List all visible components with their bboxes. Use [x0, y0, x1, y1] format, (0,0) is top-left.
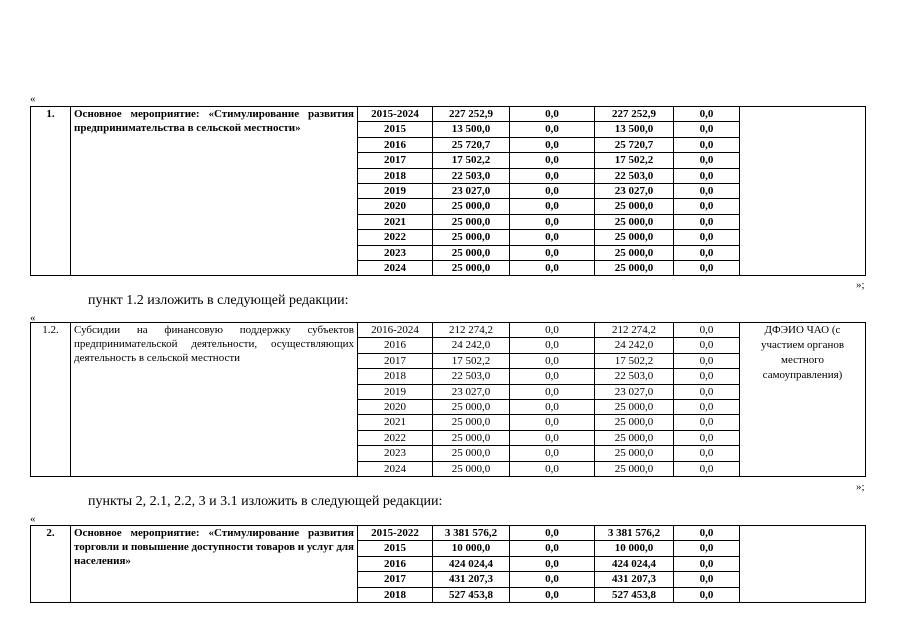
total-cell: 227 252,9: [433, 107, 510, 122]
regional-cell: 25 000,0: [595, 446, 674, 461]
federal-cell: 0,0: [510, 430, 595, 445]
regional-cell: 527 453,8: [595, 587, 674, 602]
regional-cell: 23 027,0: [595, 384, 674, 399]
program-table-1: [30, 106, 866, 276]
quote-open-1: «: [30, 93, 36, 105]
total-cell: 3 381 576,2: [433, 526, 510, 541]
federal-cell: 0,0: [510, 400, 595, 415]
period-cell: 2019: [358, 184, 433, 199]
other-cell: 0,0: [674, 137, 740, 152]
item-number: 1.2.: [31, 323, 71, 477]
other-cell: 0,0: [674, 245, 740, 260]
quote-open-3: «: [30, 513, 36, 525]
other-cell: 0,0: [674, 122, 740, 137]
executor-cell: [740, 526, 866, 603]
other-cell: 0,0: [674, 400, 740, 415]
federal-cell: 0,0: [510, 338, 595, 353]
other-cell: 0,0: [674, 587, 740, 602]
total-cell: 10 000,0: [433, 541, 510, 556]
total-cell: 25 720,7: [433, 137, 510, 152]
item-description: Основное мероприятие: «Стимулирование развития предпринимательства в сельской местности»: [71, 107, 358, 276]
total-cell: 25 000,0: [433, 199, 510, 214]
executor-cell: ДФЭИО ЧАО (с участием органов местного самоуправления): [740, 323, 866, 477]
period-cell: 2016: [358, 556, 433, 571]
regional-cell: 424 024,4: [595, 556, 674, 571]
regional-cell: 22 503,0: [595, 168, 674, 183]
quote-open-2: «: [30, 312, 36, 324]
regional-cell: 17 502,2: [595, 153, 674, 168]
period-cell: 2015: [358, 541, 433, 556]
regional-cell: 25 000,0: [595, 214, 674, 229]
period-cell: 2015-2022: [358, 526, 433, 541]
period-cell: 2018: [358, 369, 433, 384]
federal-cell: 0,0: [510, 261, 595, 276]
period-cell: 2015: [358, 122, 433, 137]
period-cell: 2015-2024: [358, 107, 433, 122]
regional-cell: 212 274,2: [595, 323, 674, 338]
other-cell: 0,0: [674, 369, 740, 384]
total-cell: 25 000,0: [433, 400, 510, 415]
period-cell: 2017: [358, 353, 433, 368]
period-cell: 2019: [358, 384, 433, 399]
federal-cell: 0,0: [510, 168, 595, 183]
quote-close-2: »;: [856, 481, 865, 493]
table-row: [31, 526, 866, 541]
total-cell: 25 000,0: [433, 245, 510, 260]
other-cell: 0,0: [674, 556, 740, 571]
other-cell: 0,0: [674, 230, 740, 245]
period-cell: 2016: [358, 338, 433, 353]
other-cell: 0,0: [674, 526, 740, 541]
period-cell: 2024: [358, 461, 433, 476]
quote-close-1: »;: [856, 279, 865, 291]
paragraph-instruction-2: пункты 2, 2.1, 2.2, 3 и 3.1 изложить в следующей редакции:: [88, 494, 443, 509]
total-cell: 424 024,4: [433, 556, 510, 571]
federal-cell: 0,0: [510, 107, 595, 122]
other-cell: 0,0: [674, 323, 740, 338]
federal-cell: 0,0: [510, 384, 595, 399]
regional-cell: 10 000,0: [595, 541, 674, 556]
period-cell: 2022: [358, 230, 433, 245]
total-cell: 25 000,0: [433, 214, 510, 229]
regional-cell: 25 000,0: [595, 415, 674, 430]
federal-cell: 0,0: [510, 587, 595, 602]
regional-cell: 25 000,0: [595, 461, 674, 476]
regional-cell: 17 502,2: [595, 353, 674, 368]
regional-cell: 25 000,0: [595, 430, 674, 445]
federal-cell: 0,0: [510, 323, 595, 338]
total-cell: 23 027,0: [433, 184, 510, 199]
period-cell: 2020: [358, 400, 433, 415]
other-cell: 0,0: [674, 541, 740, 556]
regional-cell: 25 000,0: [595, 230, 674, 245]
period-cell: 2016: [358, 137, 433, 152]
total-cell: 22 503,0: [433, 369, 510, 384]
other-cell: 0,0: [674, 384, 740, 399]
total-cell: 431 207,3: [433, 572, 510, 587]
total-cell: 13 500,0: [433, 122, 510, 137]
total-cell: 22 503,0: [433, 168, 510, 183]
other-cell: 0,0: [674, 415, 740, 430]
other-cell: 0,0: [674, 214, 740, 229]
federal-cell: 0,0: [510, 153, 595, 168]
item-number: 2.: [31, 526, 71, 603]
period-cell: 2022: [358, 430, 433, 445]
total-cell: 212 274,2: [433, 323, 510, 338]
total-cell: 25 000,0: [433, 415, 510, 430]
regional-cell: 3 381 576,2: [595, 526, 674, 541]
federal-cell: 0,0: [510, 214, 595, 229]
regional-cell: 25 000,0: [595, 261, 674, 276]
period-cell: 2017: [358, 572, 433, 587]
total-cell: 25 000,0: [433, 430, 510, 445]
federal-cell: 0,0: [510, 461, 595, 476]
federal-cell: 0,0: [510, 184, 595, 199]
federal-cell: 0,0: [510, 353, 595, 368]
period-cell: 2023: [358, 245, 433, 260]
other-cell: 0,0: [674, 461, 740, 476]
regional-cell: 227 252,9: [595, 107, 674, 122]
program-table-2: [30, 322, 866, 477]
federal-cell: 0,0: [510, 541, 595, 556]
other-cell: 0,0: [674, 261, 740, 276]
total-cell: 17 502,2: [433, 153, 510, 168]
regional-cell: 22 503,0: [595, 369, 674, 384]
federal-cell: 0,0: [510, 572, 595, 587]
federal-cell: 0,0: [510, 122, 595, 137]
item-number: 1.: [31, 107, 71, 276]
item-description: Основное мероприятие: «Стимулирование развития торговли и повышение доступности товаров и услуг для населения»: [71, 526, 358, 603]
program-table-3: [30, 525, 866, 603]
regional-cell: 431 207,3: [595, 572, 674, 587]
federal-cell: 0,0: [510, 230, 595, 245]
federal-cell: 0,0: [510, 245, 595, 260]
other-cell: 0,0: [674, 338, 740, 353]
other-cell: 0,0: [674, 184, 740, 199]
table-row: [31, 323, 866, 338]
regional-cell: 25 000,0: [595, 245, 674, 260]
regional-cell: 25 000,0: [595, 199, 674, 214]
period-cell: 2020: [358, 199, 433, 214]
regional-cell: 25 720,7: [595, 137, 674, 152]
other-cell: 0,0: [674, 199, 740, 214]
period-cell: 2024: [358, 261, 433, 276]
total-cell: 17 502,2: [433, 353, 510, 368]
federal-cell: 0,0: [510, 446, 595, 461]
other-cell: 0,0: [674, 572, 740, 587]
other-cell: 0,0: [674, 353, 740, 368]
regional-cell: 25 000,0: [595, 400, 674, 415]
total-cell: 25 000,0: [433, 230, 510, 245]
total-cell: 25 000,0: [433, 461, 510, 476]
paragraph-instruction-1: пункт 1.2 изложить в следующей редакции:: [88, 293, 349, 308]
regional-cell: 23 027,0: [595, 184, 674, 199]
period-cell: 2018: [358, 587, 433, 602]
federal-cell: 0,0: [510, 556, 595, 571]
federal-cell: 0,0: [510, 199, 595, 214]
other-cell: 0,0: [674, 153, 740, 168]
total-cell: 527 453,8: [433, 587, 510, 602]
period-cell: 2021: [358, 214, 433, 229]
federal-cell: 0,0: [510, 137, 595, 152]
regional-cell: 24 242,0: [595, 338, 674, 353]
period-cell: 2016-2024: [358, 323, 433, 338]
federal-cell: 0,0: [510, 526, 595, 541]
table-row: [31, 107, 866, 122]
other-cell: 0,0: [674, 430, 740, 445]
other-cell: 0,0: [674, 107, 740, 122]
period-cell: 2017: [358, 153, 433, 168]
federal-cell: 0,0: [510, 415, 595, 430]
other-cell: 0,0: [674, 446, 740, 461]
executor-cell: [740, 107, 866, 276]
total-cell: 23 027,0: [433, 384, 510, 399]
total-cell: 25 000,0: [433, 446, 510, 461]
period-cell: 2018: [358, 168, 433, 183]
federal-cell: 0,0: [510, 369, 595, 384]
period-cell: 2023: [358, 446, 433, 461]
period-cell: 2021: [358, 415, 433, 430]
total-cell: 24 242,0: [433, 338, 510, 353]
item-description: Субсидии на финансовую поддержку субъектов предпринимательской деятельности, осуществляющих деятельность в сельской местности: [71, 323, 358, 477]
regional-cell: 13 500,0: [595, 122, 674, 137]
other-cell: 0,0: [674, 168, 740, 183]
total-cell: 25 000,0: [433, 261, 510, 276]
